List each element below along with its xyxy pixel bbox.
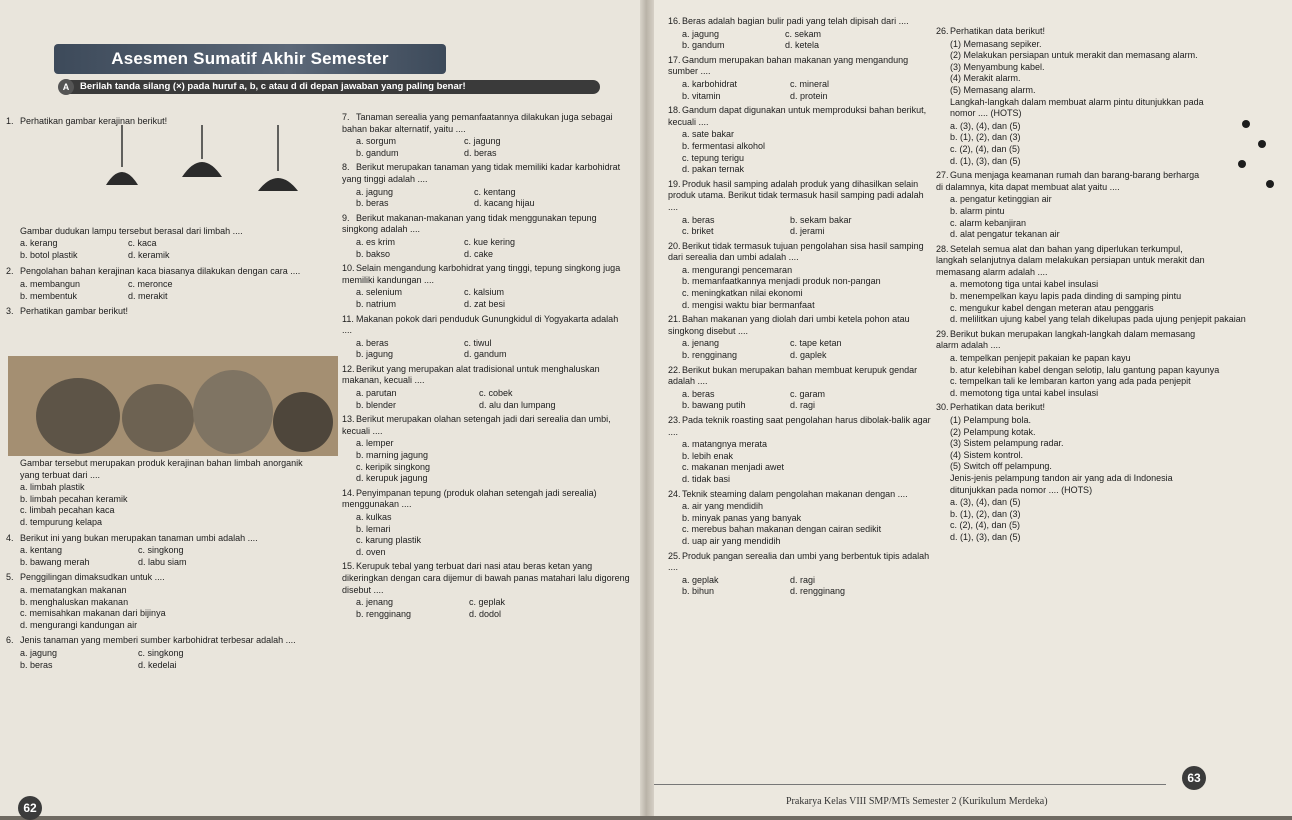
- instruction-bar: [60, 80, 600, 94]
- section-tag: A: [58, 79, 74, 95]
- assessment-title: Asesmen Sumatif Akhir Semester: [54, 44, 446, 74]
- option[interactable]: c. kalsium: [464, 287, 505, 298]
- decorative-dot: [1242, 120, 1250, 128]
- question-7: 7. Tanaman serealia yang pemanfaatannya dilakukan juga sebagai bahan bakar alternatif, yaitu .... a. sorgum c. jagung b. gandum d. beras: [342, 112, 613, 158]
- option[interactable]: d. ragi: [790, 574, 816, 585]
- questions-col-1b: [6, 458, 330, 671]
- option[interactable]: c. tepung terigu: [682, 152, 745, 163]
- page-number-right: 63: [1182, 766, 1206, 790]
- option[interactable]: a. lemper: [356, 438, 394, 449]
- question-21: 21.Bahan makanan yang diolah dari umbi ketela pohon atau singkong disebut .... a. jenang c. tape ketan b. rengginang d. gaplek: [668, 314, 910, 361]
- option[interactable]: c. kaca: [128, 238, 157, 249]
- option[interactable]: a. selenium: [356, 287, 403, 298]
- question-3-intro: 3. Perhatikan gambar berikut!: [6, 306, 129, 317]
- decorative-dot: [1258, 140, 1266, 148]
- question-9: 9. Berikut makanan-makanan yang tidak menggunakan tepung singkong adalah .... a. es krim c. kue kering b. bakso d. cake: [342, 212, 597, 259]
- option[interactable]: b. lemari: [356, 523, 391, 534]
- question-4: 4. Berikut ini yang bukan merupakan tanaman umbi adalah .... a. kentang c. singkong b. bawang merah d. labu siam: [6, 532, 258, 567]
- option[interactable]: b. bawang putih: [682, 400, 746, 411]
- data-item: (5) Switch off pelampung.: [950, 461, 1052, 472]
- questions-col-3: [668, 16, 932, 598]
- question-23: 23.Pada teknik roasting saat pengolahan harus dibolak-balik agar .... a. matangnya merata b. lebih enak c. makanan menjadi awet d. tidak basi: [668, 415, 931, 484]
- question-30-data: 30.Perhatikan data berikut! (1) Pelampung bola. (2) Pelampung kotak. (3) Sistem pelampung radar. (4) Sistem kontrol. (5) Switch off pelampung.: [936, 402, 1206, 473]
- option[interactable]: b. memanfaatkannya menjadi produk non-pangan: [682, 276, 881, 287]
- data-item: (2) Melakukan persiapan untuk merakit dan memasang alarm.: [950, 50, 1198, 61]
- question-28: 28.Setelah semua alat dan bahan yang diperlukan terkumpul, langkah selanjutnya dalam melakukan persiapan untuk merakit dan memasang alarm adalah .... a. memotong tiga untai kabel insulasi b. menempelkan kayu lapis pada dinding di samping pintu c. mengukur kabel dengan meteran atau penggaris d. melilitkan ujung kabel yang telah dikelupas pada ujung penjepit pakaian: [936, 243, 1246, 325]
- option[interactable]: b. bakso: [356, 248, 391, 259]
- questions-col-4: [936, 26, 1246, 544]
- option[interactable]: a. beras: [356, 337, 389, 348]
- option[interactable]: c. makanan menjadi awet: [682, 462, 785, 473]
- option[interactable]: c. memisahkan makanan dari bijinya: [20, 608, 166, 619]
- option[interactable]: b. (1), (2), dan (3): [950, 132, 1021, 143]
- data-item: (4) Merakit alarm.: [950, 73, 1021, 84]
- question-3: Gambar tersebut merupakan produk kerajinan bahan limbah anorganik yang terbuat dari .... a. limbah plastik b. limbah pecahan keramik c. limbah pecahan kaca d. tempurung kelapa: [6, 458, 330, 529]
- question-16: 16.Beras adalah bagian bulir padi yang telah dipisah dari .... a. jagung c. sekam b. gandum d. ketela: [668, 16, 909, 51]
- question-5: 5. Penggilingan dimaksudkan untuk .... a. mematangkan makanan b. menghaluskan makanan c. memisahkan makanan dari bijinya d. mengurangi kandungan air: [6, 572, 330, 631]
- option[interactable]: b. vitamin: [682, 90, 721, 101]
- option[interactable]: b. limbah pecahan keramik: [20, 493, 128, 504]
- option[interactable]: a. jenang: [682, 338, 720, 349]
- option[interactable]: b. beras: [356, 198, 389, 209]
- question-6: 6. Jenis tanaman yang memberi sumber karbohidrat terbesar adalah .... a. jagung c. singkong b. beras d. kedelai: [6, 635, 296, 670]
- option[interactable]: b. fermentasi alkohol: [682, 140, 766, 151]
- option[interactable]: b. menghaluskan makanan: [20, 596, 129, 607]
- question-27: 27.Guna menjaga keamanan rumah dan barang-barang berharga di dalamnya, kita dapat membuat alat yaitu .... a. pengatur ketinggian air b. alarm pintu c. alarm kebanjiran d. alat pengatur tekanan air: [936, 170, 1206, 241]
- option[interactable]: a. beras: [682, 214, 715, 225]
- option[interactable]: c. singkong: [138, 545, 184, 556]
- option[interactable]: b. sekam bakar: [790, 214, 852, 225]
- option[interactable]: d. tidak basi: [682, 473, 731, 484]
- option[interactable]: d. melilitkan ujung kabel yang telah dikelupas pada ujung penjepit pakaian: [950, 314, 1246, 325]
- option[interactable]: c. mengukur kabel dengan meteran atau penggaris: [950, 302, 1154, 313]
- option[interactable]: a. mematangkan makanan: [20, 584, 127, 595]
- option[interactable]: c. alarm kebanjiran: [950, 217, 1027, 228]
- option[interactable]: c. cobek: [479, 388, 513, 399]
- option[interactable]: b. natrium: [356, 298, 397, 309]
- option[interactable]: c. kue kering: [464, 236, 516, 247]
- decorative-dot: [1266, 180, 1274, 188]
- option[interactable]: d. memotong tiga untai kabel insulasi: [950, 387, 1099, 398]
- right-page: [646, 0, 1292, 816]
- option[interactable]: c. singkong: [138, 647, 184, 658]
- option[interactable]: a. jagung: [682, 28, 720, 39]
- book-gutter: [640, 0, 654, 816]
- option[interactable]: c. keripik singkong: [356, 461, 431, 472]
- option[interactable]: c. merebus bahan makanan dengan cairan sedikit: [682, 524, 882, 535]
- option[interactable]: a. geplak: [682, 574, 719, 585]
- option[interactable]: d. mengurangi kandungan air: [20, 619, 138, 630]
- question-2: 2. Pengolahan bahan kerajinan kaca biasanya dilakukan dengan cara .... a. membangun c. meronce b. membentuk d. merakit: [6, 266, 301, 301]
- option[interactable]: d. protein: [790, 90, 828, 101]
- option[interactable]: a. mengurangi pencemaran: [682, 264, 793, 275]
- option[interactable]: b. minyak panas yang banyak: [682, 512, 802, 523]
- option[interactable]: a. sate bakar: [682, 129, 735, 140]
- data-item: (2) Pelampung kotak.: [950, 426, 1036, 437]
- option[interactable]: d. cake: [464, 248, 494, 259]
- option[interactable]: c. tape ketan: [790, 338, 842, 349]
- option[interactable]: b. menempelkan kayu lapis pada dinding di samping pintu: [950, 291, 1182, 302]
- option[interactable]: a. kentang: [20, 545, 63, 556]
- option[interactable]: b. (1), (2), dan (3): [950, 508, 1021, 519]
- option[interactable]: a. jenang: [356, 597, 394, 608]
- question-18: 18.Gandum dapat digunakan untuk memproduksi bahan berikut, kecuali .... a. sate bakar b. fermentasi alkohol c. tepung terigu d. pakan ternak: [668, 105, 932, 176]
- option[interactable]: a. kulkas: [356, 512, 392, 522]
- option[interactable]: a. memotong tiga untai kabel insulasi: [950, 279, 1099, 290]
- option[interactable]: d. beras: [464, 147, 497, 158]
- question-20: 20.Berikut tidak termasuk tujuan pengolahan sisa hasil samping dari serealia dan umbi adalah .... a. mengurangi pencemaran b. memanfaatkannya menjadi produk non-pangan c. meningkatkan nilai ekonomi d. mengisi waktu biar bermanfaat: [668, 241, 932, 312]
- option[interactable]: d. ketela: [785, 40, 820, 51]
- option[interactable]: a. (3), (4), dan (5): [950, 497, 1021, 508]
- option[interactable]: a. air yang mendidih: [682, 501, 764, 512]
- option[interactable]: a. limbah plastik: [20, 482, 85, 493]
- option[interactable]: d. pakan ternak: [682, 164, 745, 175]
- question-8: 8. Berikut merupakan tanaman yang tidak memiliki kadar karbohidrat yang tinggi adalah .... a. jagung c. kentang b. beras d. kacang hijau: [342, 162, 621, 209]
- option[interactable]: d. kacang hijau: [474, 198, 535, 209]
- option[interactable]: c. garam: [790, 388, 826, 399]
- option[interactable]: c. tiwul: [464, 337, 492, 348]
- option[interactable]: d. oven: [356, 546, 386, 557]
- question-15: 15.Kerupuk tebal yang terbuat dari nasi atau beras ketan yang dikeringkan dengan cara dijemur di bawah panas matahari lalu digoreng disebut .... a. jenang c. geplak b. rengginang d. dodol: [342, 561, 630, 619]
- question-1-intro: 1. Perhatikan gambar kerajinan berikut!: [6, 116, 168, 126]
- question-26: Langkah-langkah dalam membuat alarm pintu ditunjukkan pada nomor .... (HOTS) a. (3), (4), dan (5) b. (1), (2), dan (3) c. (2), (4), dan (5) d. (1), (3), dan (5): [936, 97, 1206, 168]
- option[interactable]: b. lebih enak: [682, 450, 734, 461]
- option[interactable]: d. jerami: [790, 226, 825, 237]
- question-14: 14.Penyimpanan tepung (produk olahan setengah jadi serealia) menggunakan .... a. kulkas b. lemari c. karung plastik d. oven: [342, 488, 630, 559]
- question-22: 22.Berikut bukan merupakan bahan membuat kerupuk gendar adalah .... a. beras c. garam b. bawang putih d. ragi: [668, 364, 918, 411]
- option[interactable]: d. dodol: [469, 608, 502, 619]
- option[interactable]: a. beras: [682, 388, 715, 399]
- question-1: Gambar dudukan lampu tersebut berasal dari limbah .... a. kerang c. kaca b. botol plastik d. keramik: [20, 225, 243, 260]
- data-item: (1) Pelampung bola.: [950, 415, 1032, 425]
- option[interactable]: a. matangnya merata: [682, 439, 768, 450]
- option[interactable]: c. meronce: [128, 278, 173, 289]
- question-25: 25.Produk pangan serealia dan umbi yang berbentuk tipis adalah .... a. geplak d. ragi b. bihun d. rengginang: [668, 550, 930, 597]
- decorative-dot: [1238, 160, 1246, 168]
- option[interactable]: a. parutan: [356, 388, 397, 399]
- option[interactable]: d. ragi: [790, 400, 816, 411]
- option[interactable]: d. alat pengatur tekanan air: [950, 229, 1060, 240]
- option[interactable]: a. jagung: [356, 186, 394, 197]
- option[interactable]: b. gandum: [356, 147, 399, 158]
- data-item: (4) Sistem kontrol.: [950, 449, 1024, 460]
- option[interactable]: d. (1), (3), dan (5): [950, 531, 1021, 542]
- option[interactable]: b. gandum: [682, 40, 725, 51]
- option[interactable]: a. (3), (4), dan (5): [950, 120, 1021, 131]
- questions-col-2: [342, 112, 630, 620]
- option[interactable]: d. gaplek: [790, 350, 827, 361]
- option[interactable]: b. blender: [356, 399, 397, 410]
- option[interactable]: d. tempurung kelapa: [20, 516, 103, 527]
- option[interactable]: d. kerupuk jagung: [356, 473, 428, 484]
- data-item: (5) Memasang alarm.: [950, 84, 1036, 95]
- option[interactable]: b. atur kelebihan kabel dengan selotip, lalu gantung papan kayunya: [950, 364, 1220, 375]
- left-page: [0, 0, 646, 816]
- question-30: Jenis-jenis pelampung tandon air yang ada di Indonesia ditunjukkan pada nomor .... (HOTS) a. (3), (4), dan (5) b. (1), (2), dan (3) c. (2), (4), dan (5) d. (1), (3), dan (5): [936, 473, 1206, 544]
- option[interactable]: a. es krim: [356, 236, 396, 247]
- option[interactable]: d. zat besi: [464, 298, 506, 309]
- running-footer: Prakarya Kelas VIII SMP/MTs Semester 2 (Kurikulum Merdeka): [786, 796, 1048, 807]
- data-item: (3) Sistem pelampung radar.: [950, 438, 1064, 449]
- option[interactable]: a. sorgum: [356, 136, 397, 147]
- option[interactable]: c. briket: [682, 226, 714, 237]
- option[interactable]: c. (2), (4), dan (5): [950, 520, 1021, 531]
- option[interactable]: a. jagung: [20, 647, 58, 658]
- option[interactable]: c. (2), (4), dan (5): [950, 143, 1021, 154]
- data-item: (1) Memasang sepiker.: [950, 38, 1042, 49]
- question-13: 13.Berikut merupakan olahan setengah jadi dari serealia dan umbi, kecuali .... a. lemper b. marning jagung c. keripik singkong d. kerupuk jagung: [342, 414, 630, 485]
- question-29: 29.Berikut bukan merupakan langkah-langkah dalam memasang alarm adalah .... a. tempelkan penjepit pakaian ke papan kayu b. atur kelebihan kabel dengan selotip, lalu gantung papan kayunya c. tempelkan tali ke lembaran karton yang ada pada penjepit d. memotong tiga untai kabel insulasi: [936, 328, 1220, 398]
- questions-col-1a: [6, 116, 330, 319]
- option[interactable]: c. jagung: [464, 136, 501, 147]
- option[interactable]: c. meningkatkan nilai ekonomi: [682, 288, 803, 299]
- question-24: 24.Teknik steaming dalam pengolahan makanan dengan .... a. air yang mendidih b. minyak panas yang banyak c. merebus bahan makanan dengan cairan sedikit d. uap air yang mendidih: [668, 489, 932, 548]
- option[interactable]: a. pengatur ketinggian air: [950, 194, 1052, 205]
- option[interactable]: d. labu siam: [138, 556, 187, 567]
- instruction-text: Berilah tanda silang (×) pada huruf a, b, c atau d di depan jawaban yang paling benar!: [80, 81, 466, 92]
- option[interactable]: d. gandum: [464, 349, 507, 360]
- option[interactable]: b. rengginang: [682, 350, 738, 361]
- option[interactable]: d. kedelai: [138, 659, 177, 670]
- option[interactable]: c. limbah pecahan kaca: [20, 505, 115, 516]
- option[interactable]: a. membangun: [20, 278, 81, 289]
- option[interactable]: c. sekam: [785, 28, 822, 39]
- option[interactable]: d. alu dan lumpang: [479, 399, 556, 410]
- option[interactable]: c. kentang: [474, 186, 516, 197]
- option[interactable]: c. tempelkan tali ke lembaran karton yang ada pada penjepit: [950, 376, 1191, 387]
- option[interactable]: c. karung plastik: [356, 535, 422, 546]
- option[interactable]: d. keramik: [128, 249, 170, 260]
- option[interactable]: a. kerang: [20, 238, 58, 249]
- question-11: 11. Makanan pokok dari penduduk Gunungkidul di Yogyakarta adalah .... a. beras c. tiwul b. jagung d. gandum: [342, 313, 619, 360]
- question-17: 17.Gandum merupakan bahan makanan yang mengandung sumber .... a. karbohidrat c. mineral b. vitamin d. protein: [668, 54, 909, 101]
- option[interactable]: b. bihun: [682, 586, 715, 597]
- option[interactable]: a. tempelkan penjepit pakaian ke papan kayu: [950, 353, 1131, 364]
- footer-rule: [646, 784, 1166, 785]
- option[interactable]: b. botol plastik: [20, 249, 78, 260]
- option[interactable]: d. merakit: [128, 290, 168, 301]
- option[interactable]: d. uap air yang mendidih: [682, 535, 781, 546]
- option[interactable]: b. marning jagung: [356, 450, 429, 461]
- option[interactable]: a. karbohidrat: [682, 78, 738, 89]
- option[interactable]: c. mineral: [790, 78, 830, 89]
- option[interactable]: d. mengisi waktu biar bermanfaat: [682, 299, 815, 310]
- question-12: 12.Berikut yang merupakan alat tradisional untuk menghaluskan makanan, kecuali .... a. parutan c. cobek b. blender d. alu dan lumpang: [342, 363, 600, 410]
- question-19: 19.Produk hasil samping adalah produk yang dihasilkan selain produk utama. Berikut tidak termasuk hasil samping padi adalah .... a. beras b. sekam bakar c. briket d. jerami: [668, 178, 924, 237]
- question-10: 10.Selain mengandung karbohidrat yang tinggi, tepung singkong juga memiliki kandungan .... a. selenium c. kalsium b. natrium d. zat besi: [342, 263, 621, 309]
- page-number-left: 62: [18, 796, 42, 820]
- question-26-data: 26.Perhatikan data berikut! (1) Memasang sepiker. (2) Melakukan persiapan untuk merakit dan memasang alarm. (3) Menyambung kabel. (4) Merakit alarm. (5) Memasang alarm.: [936, 26, 1206, 97]
- ceramic-pots-image: [8, 356, 338, 456]
- option[interactable]: c. geplak: [469, 597, 506, 608]
- option[interactable]: b. membentuk: [20, 290, 78, 301]
- option[interactable]: d. rengginang: [790, 586, 846, 597]
- option[interactable]: b. jagung: [356, 349, 394, 360]
- option[interactable]: b. bawang merah: [20, 556, 90, 567]
- option[interactable]: b. beras: [20, 659, 53, 670]
- option[interactable]: d. (1), (3), dan (5): [950, 155, 1021, 166]
- option[interactable]: b. alarm pintu: [950, 205, 1005, 216]
- data-item: (3) Menyambung kabel.: [950, 61, 1045, 72]
- option[interactable]: b. rengginang: [356, 608, 412, 619]
